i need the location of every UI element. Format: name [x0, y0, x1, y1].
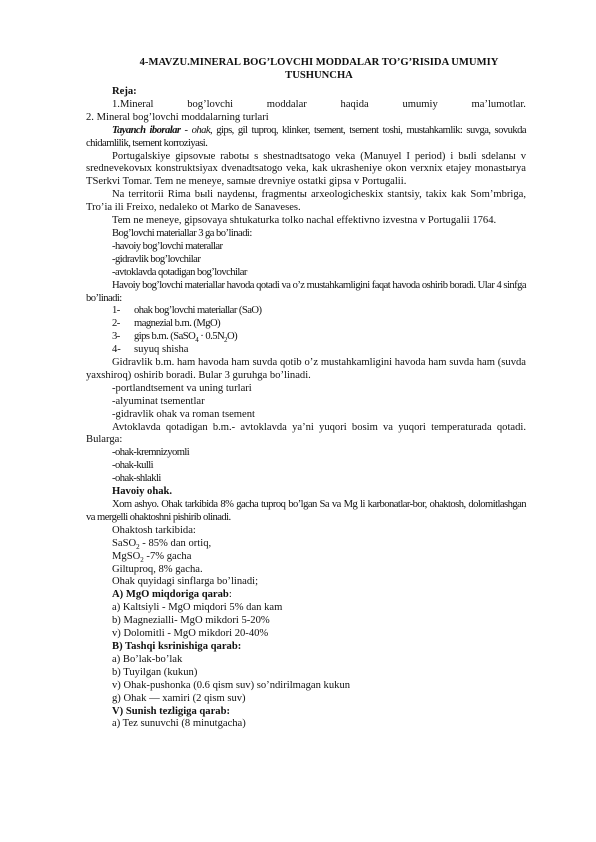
composition-item: [86, 551, 526, 564]
section-b-item: b) Tuyilgan (kukun): [112, 666, 198, 678]
tayanch-label: Tayanch iboralar: [112, 124, 181, 136]
section-a-item: v) Dolomitli - MgO mikdori 20-40%: [112, 628, 269, 640]
tayanch-sep: -: [180, 124, 192, 136]
portugal-paragraph-2: Na territorii Rima bыli naydenы, fragmentы arxeologicheskix stantsiy, takix kak Som’mbriga, Tro’ia ili Freixo, nedaleko ot Marko de Sanaveses.: [86, 189, 526, 214]
section-b-item: v) Ohak-pushonka (0.6 qism suv) so’ndirilmagan kukun: [112, 679, 351, 691]
class-text: [134, 331, 237, 344]
section-b-item: a) Bo’lak-bo’lak: [112, 653, 183, 665]
group-item: -avtoklavda qotadigan bog’lovchilar: [112, 266, 247, 278]
class-text: ohak bog’lovchi materiallar (SaO): [134, 305, 262, 317]
section-b-item: g) Ohak — xamiri (2 qism suv): [112, 692, 246, 704]
document-body: [86, 86, 526, 731]
reja-word: umumiy: [402, 98, 438, 110]
class-number: 1-: [112, 305, 120, 317]
section-a-heading: [86, 589, 526, 602]
reja-word: 1.Mineral: [112, 98, 154, 110]
gidravlik-group-item: -gidravlik ohak va roman tsement: [112, 408, 255, 420]
reja-word: bog’lovchi: [187, 98, 234, 110]
reja-word: moddalar: [266, 98, 307, 110]
formula-part: SaSO: [112, 537, 137, 549]
section-v-heading: V) Sunish tezligiga qarab:: [112, 705, 231, 717]
xom-ashyo-paragraph: Xom ashyo. Ohak tarkibida 8% gacha tuproq bo’lgan Sa va Mg li karbonatlar-bor, ohaktosh, dolomitlashgan va mergelli ohaktoshni pishirib olinadi.: [86, 499, 526, 523]
formula-part: MgSO: [112, 550, 141, 562]
havoiy-class-item: [86, 318, 526, 331]
document-title: 4-MAVZU.MINERAL BOG’LOVCHI MODDALAR TO’G’RISIDA UMUMIY TUSHUNCHA: [139, 57, 499, 81]
groups-intro: Bog’lovchi materiallar 3 ga bo’linadi:: [112, 227, 252, 239]
reja-item-2: 2. Mineral bog’lovchi moddalarning turlari: [86, 111, 269, 123]
giltuproq-line: Giltuproq, 8% gacha.: [112, 563, 203, 575]
section-a-title: A) MgO miqdoriga qarab: [112, 589, 229, 601]
class-number: 4-: [112, 344, 121, 356]
havoiy-ohak-heading: Havoiy ohak.: [112, 486, 173, 498]
gidravlik-group-item: -portlandtsement va uning turlari: [112, 382, 252, 394]
reja-word: ma’lumotlar.: [471, 98, 526, 110]
composition-item: [86, 538, 526, 551]
tayanch-paragraph: [86, 125, 526, 151]
portugal-paragraph-1: Portugalskiye gipsovыe rabotы s shestnadtsatogo veka (Manuyel I period) i bыli sdelanы v srednevekovыx konstruktsiyax dvenadtsatogo veka, kak ukrasheniye okon verxnix etajey monastыrya TSerkvi Tomar. Tem ne meneye, samыe drevniye ostatki gipsa v Portugalii.: [86, 150, 526, 188]
formula-part: gips b.m. (SaSO: [134, 331, 196, 343]
havoiy-class-item: [86, 331, 526, 344]
section-b-heading: B) Tashqi ksrinishiga qarab:: [112, 640, 242, 652]
havoiy-description: Havoiy bog’lovchi materiallar havoda qotadi va o’z mustahkamligini faqat havoda oshirib boradi. Ular 4 sinfga bo’linadi:: [86, 279, 526, 304]
avtoklav-group-item: -ohak-kulli: [112, 460, 154, 472]
group-item: -gidravlik bog’lovchilar: [112, 253, 201, 265]
class-text: suyuq shisha: [134, 344, 189, 356]
formula-subscript: 2: [224, 336, 227, 345]
gidravlik-group-item: -alyuminat tsementlar: [112, 395, 205, 407]
avtoklav-group-item: -ohak-shlakli: [112, 473, 161, 485]
avtoklav-group-item: -ohak-kremnizyomli: [112, 447, 190, 459]
section-v-item: a) Tez sunuvchi (8 minutgacha): [112, 718, 246, 730]
formula-part: - 85% dan ortiq,: [139, 537, 212, 549]
avtoklav-description: Avtoklavda qotadigan b.m.- avtoklavda ya’ni yuqori bosim va yuqori temperaturada qotadi. Bularga:: [86, 421, 526, 446]
formula-subscript: 4: [195, 336, 199, 345]
reja-word: haqida: [340, 98, 369, 110]
reja-item-1: [86, 99, 526, 112]
formula-part: · 0.5N: [198, 331, 225, 343]
sinf-intro: Ohak quyidagi sinflarga bo’linadi;: [112, 576, 259, 588]
tayanch-rest: , gips, gil tuproq, klinker, tsement, tsement toshi, mustahkamlik: suvga, sovukda chidamlilik, tsement korroziyasi.: [86, 124, 527, 149]
ohaktosh-label: Ohaktosh tarkibida:: [112, 524, 196, 536]
havoiy-class-item: [86, 305, 526, 318]
tayanch-ohak: ohak: [191, 124, 211, 136]
class-text: magnezial b.m. (MgO): [134, 318, 221, 330]
class-number: 3-: [112, 331, 120, 343]
havoiy-class-item: [86, 344, 526, 357]
group-item: -havoiy bog’lovchi materallar: [112, 240, 223, 252]
formula-part: O): [227, 331, 238, 343]
reja-heading: Reja:: [112, 86, 137, 97]
portugal-paragraph-3: Tem ne meneye, gipsovaya shtukaturka tolko nachal effektivno izvestna v Portugalii 1764.: [112, 215, 497, 227]
section-a-colon: :: [228, 589, 232, 601]
class-number: 2-: [112, 318, 120, 330]
formula-subscript: 2: [140, 555, 144, 564]
formula-part: -7% gacha: [143, 550, 192, 562]
gidravlik-description: Gidravlik b.m. ham havoda ham suvda qotib o’z mustahkamligini havoda ham suvda ham (suvda yaxshiroq) oshirib boradi. Bular 3 guruhga bo’linadi.: [86, 357, 526, 381]
section-a-item: b) Magnezialli- MgO mikdori 5-20%: [112, 615, 270, 627]
formula-subscript: 2: [136, 542, 140, 551]
section-a-item: a) Kaltsiyli - MgO miqdori 5% dan kam: [112, 602, 283, 614]
